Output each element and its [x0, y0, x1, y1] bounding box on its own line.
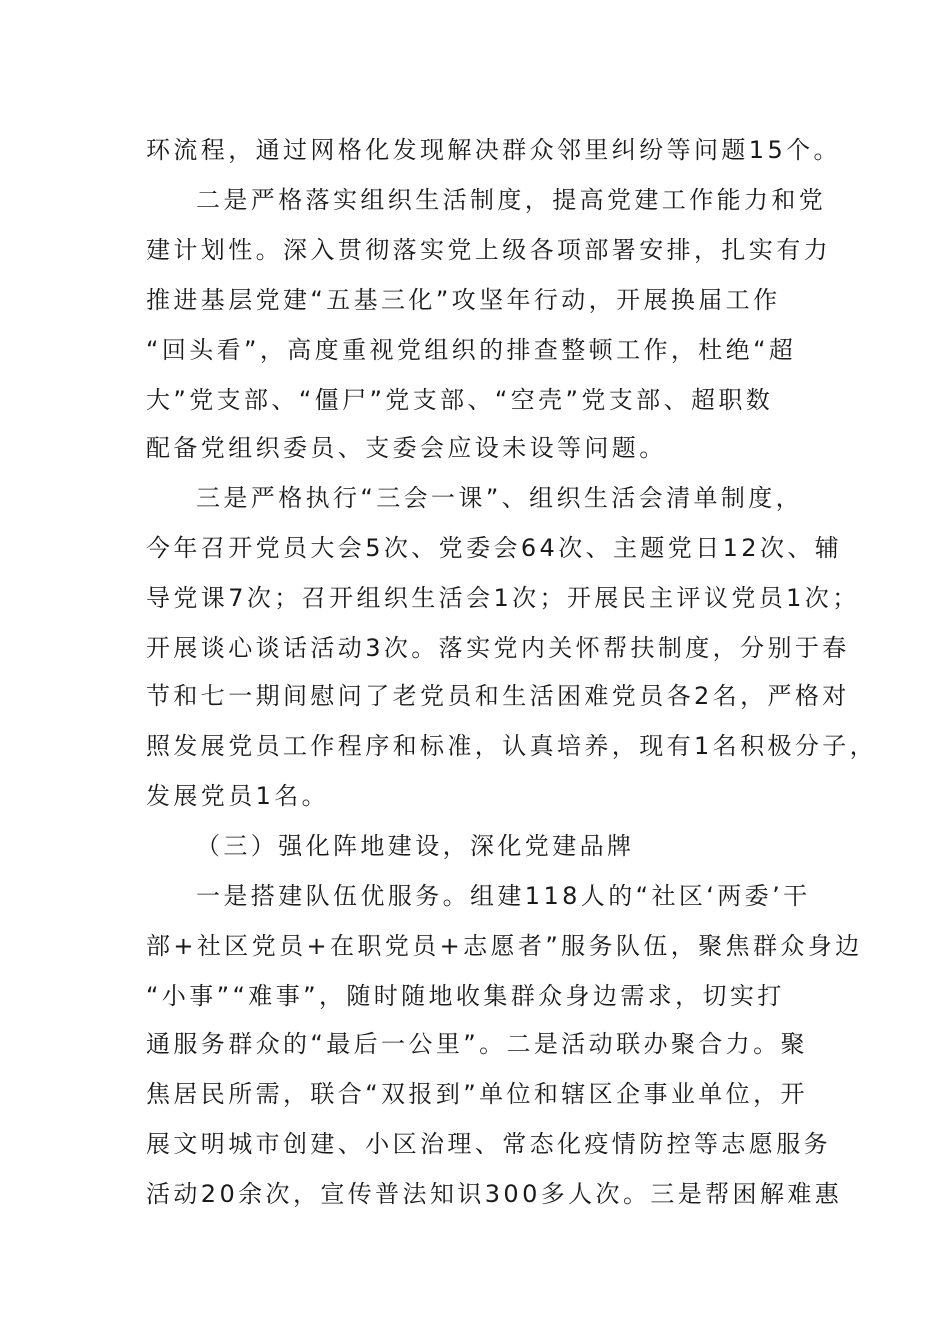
section-heading: （三）强化阵地建设，深化党建品牌 — [196, 832, 635, 860]
paragraph-3-line-1: 三是严格执行“三会一课”、组织生活会清单制度， — [196, 484, 804, 512]
paragraph-4-line-1: 一是搭建队伍优服务。组建118人的“社区‘两委’干 — [196, 882, 811, 910]
text-line-1: 环流程，通过网格化发现解决群众邻里纠纷等问题15个。 — [146, 136, 841, 164]
paragraph-3-line-6: 照发展党员工作程序和标准，认真培养，现有1名积极分子， — [146, 732, 878, 760]
paragraph-4-line-7: 活动20余次，宣传普法知识300多人次。三是帮困解难惠 — [146, 1180, 843, 1208]
paragraph-2-line-6: 配备党组织委员、支委会应设未设等问题。 — [146, 434, 667, 462]
paragraph-2-line-5: 大”党支部、“僵尸”党支部、“空壳”党支部、超职数 — [146, 386, 774, 414]
paragraph-3-line-4: 开展谈心谈话活动3次。落实党内关怀帮扶制度，分别于春 — [146, 634, 850, 662]
paragraph-4-line-5: 焦居民所需，联合“双报到”单位和辖区企事业单位，开 — [146, 1080, 808, 1108]
paragraph-4-line-2: 部+社区党员+在职党员+志愿者”服务队伍，聚焦群众身边 — [146, 932, 863, 960]
paragraph-2-line-1: 二是严格落实组织生活制度，提高党建工作能力和党 — [196, 186, 827, 214]
paragraph-3-line-7: 发展党员1名。 — [146, 782, 330, 810]
paragraph-4-line-4: 通服务群众的“最后一公里”。二是活动联办聚合力。聚 — [146, 1030, 808, 1058]
paragraph-3-line-3: 导党课7次；召开组织生活会1次；开展民主评议党员1次； — [146, 584, 860, 612]
paragraph-2-line-3: 推进基层党建“五基三化”攻坚年行动，开展换届工作 — [146, 286, 781, 314]
paragraph-3-line-2: 今年召开党员大会5次、党委会64次、主题党日12次、辅 — [146, 534, 843, 562]
paragraph-2-line-2: 建计划性。深入贯彻落实党上级各项部署安排，扎实有力 — [146, 236, 831, 264]
paragraph-4-line-6: 展文明城市创建、小区治理、常态化疫情防控等志愿服务 — [146, 1130, 831, 1158]
paragraph-4-line-3: “小事”“难事”，随时随地收集群众身边需求，切实打 — [146, 982, 785, 1010]
paragraph-2-line-4: “回头看”，高度重视党组织的排查整顿工作，杜绝“超 — [146, 336, 797, 364]
paragraph-3-line-5: 节和七一期间慰问了老党员和生活困难党员各2名，严格对 — [146, 682, 850, 710]
